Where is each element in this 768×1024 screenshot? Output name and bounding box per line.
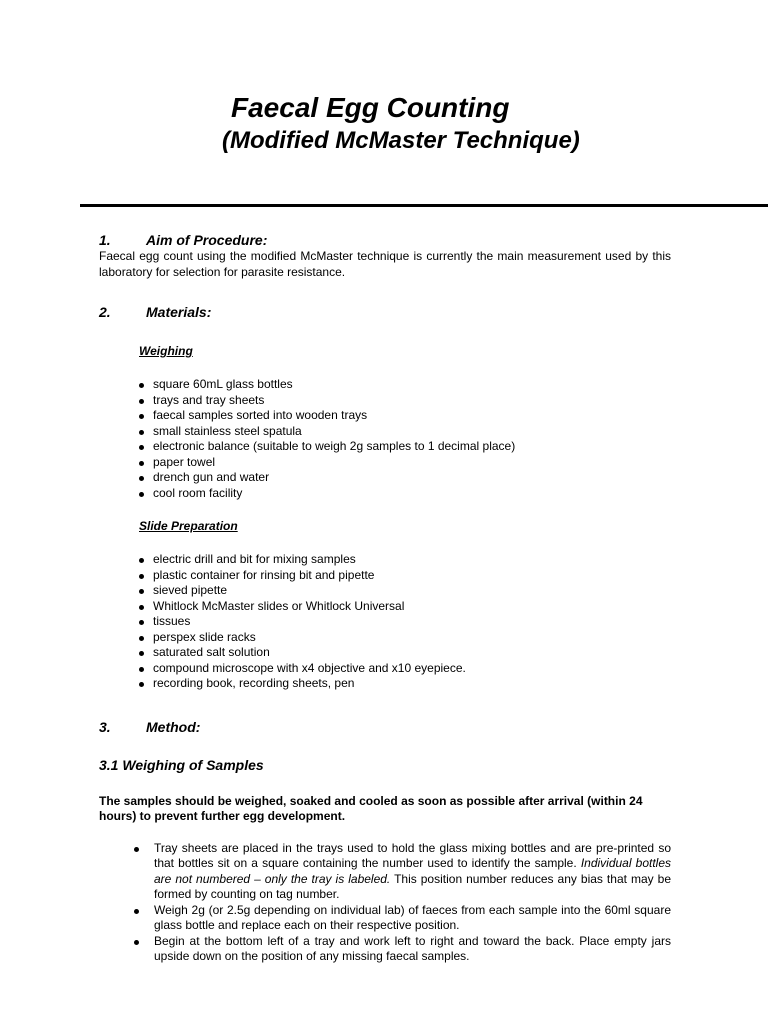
bullet-icon xyxy=(139,445,144,450)
list-item: perspex slide racks xyxy=(139,630,671,646)
page-subtitle: (Modified McMaster Technique) xyxy=(222,127,580,154)
bullet-icon xyxy=(134,909,139,914)
list-item: sieved pipette xyxy=(139,583,671,599)
section-title: Materials: xyxy=(146,304,212,320)
bullet-icon xyxy=(139,651,144,656)
list-item: faecal samples sorted into wooden trays xyxy=(139,408,671,424)
slide-preparation-list xyxy=(99,552,671,692)
list-item: paper towel xyxy=(139,455,671,471)
list-item: saturated salt solution xyxy=(139,645,671,661)
list-item: Weigh 2g (or 2.5g depending on individual lab) of faeces from each sample into the 60ml square glass bottle and replace each on their respective position. xyxy=(134,903,671,934)
list-item: tissues xyxy=(139,614,671,630)
list-item: Begin at the bottom left of a tray and work left to right and toward the back. Place empty jars upside down on the position of any missing faecal samples. xyxy=(134,934,671,965)
list-item: drench gun and water xyxy=(139,470,671,486)
section-title: Aim of Procedure: xyxy=(146,232,268,248)
bullet-icon xyxy=(139,682,144,687)
section-number: 1. xyxy=(99,232,111,248)
section-number: 3. xyxy=(99,718,111,735)
section-aim-heading xyxy=(99,232,671,249)
subsection-heading: 3.1 Weighing of Samples xyxy=(99,756,264,773)
bullet-icon xyxy=(139,383,144,388)
method-list xyxy=(99,841,671,965)
horizontal-rule xyxy=(80,204,768,207)
bullet-icon xyxy=(139,636,144,641)
method-intro: The samples should be weighed, soaked and cooled as soon as possible after arrival (within 24 hours) to prevent further egg development. xyxy=(99,793,643,823)
bullet-icon xyxy=(139,574,144,579)
weighing-subheading: Weighing xyxy=(139,344,193,358)
list-item: Tray sheets are placed in the trays used to hold the glass mixing bottles and are pre-printed so that bottles sit on a square containing the number used to identify the sample. Individual bottles are not numbered – only the tray is labeled. This position number reduces any bias that may be formed by counting on tag number. xyxy=(134,841,671,903)
list-item: square 60mL glass bottles xyxy=(139,377,671,393)
list-item: electronic balance (suitable to weigh 2g samples to 1 decimal place) xyxy=(139,439,671,455)
list-item: small stainless steel spatula xyxy=(139,424,671,440)
section-number: 2. xyxy=(99,304,111,320)
list-item: electric drill and bit for mixing samples xyxy=(139,552,671,568)
list-item: plastic container for rinsing bit and pipette xyxy=(139,568,671,584)
bullet-icon xyxy=(139,476,144,481)
list-item: recording book, recording sheets, pen xyxy=(139,676,671,692)
page-title: Faecal Egg Counting xyxy=(231,92,510,123)
bullet-icon xyxy=(139,558,144,563)
section-title: Method: xyxy=(146,718,201,735)
bullet-icon xyxy=(139,461,144,466)
bullet-icon xyxy=(134,847,139,852)
list-item: trays and tray sheets xyxy=(139,393,671,409)
bullet-icon xyxy=(139,399,144,404)
bullet-icon xyxy=(139,667,144,672)
bullet-icon xyxy=(139,589,144,594)
list-item: Whitlock McMaster slides or Whitlock Universal xyxy=(139,599,671,615)
list-item: compound microscope with x4 objective and x10 eyepiece. xyxy=(139,661,671,677)
bullet-icon xyxy=(139,430,144,435)
section-method-heading xyxy=(99,719,671,736)
aim-paragraph: Faecal egg count using the modified McMaster technique is currently the main measurement used by this laboratory for selection for parasite resistance. xyxy=(99,249,671,279)
slide-preparation-subheading: Slide Preparation xyxy=(139,519,238,533)
bullet-icon xyxy=(139,605,144,610)
section-materials-heading xyxy=(99,304,671,321)
bullet-icon xyxy=(139,492,144,497)
bullet-icon xyxy=(134,940,139,945)
document-body xyxy=(99,232,671,965)
bullet-icon xyxy=(139,414,144,419)
weighing-list xyxy=(99,377,671,501)
list-item: cool room facility xyxy=(139,486,671,502)
bullet-icon xyxy=(139,620,144,625)
